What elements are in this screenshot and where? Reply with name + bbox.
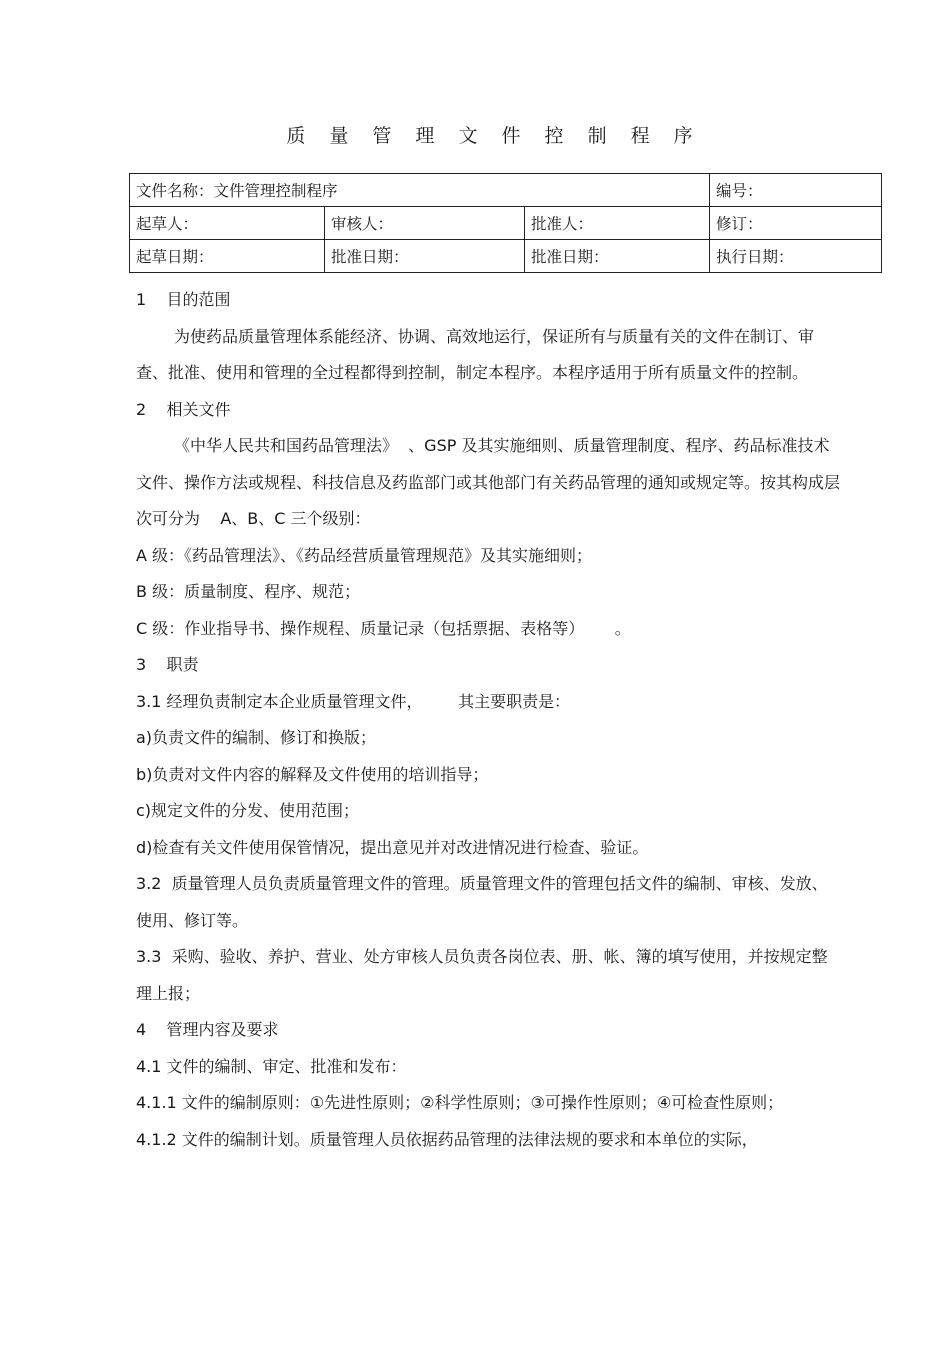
list-item: a)负责文件的编制、修订和换版； — [136, 728, 377, 747]
approver-cell: 批准人： — [525, 207, 710, 240]
table-row — [130, 174, 882, 207]
approval-date-cell-2: 批准日期： — [525, 240, 710, 273]
reviewer-cell: 审核人： — [325, 207, 525, 240]
section-heading: 2 相关文件 — [136, 399, 231, 419]
draft-date-cell: 起草日期： — [130, 240, 325, 273]
effective-date-cell: 执行日期： — [710, 240, 882, 273]
paragraph: 《中华人民共和国药品管理法》 、GSP 及其实施细则、质量管理制度、程序、药品标准技术文件、操作方法或规程、科技信息及药监部门或其他部门有关药品管理的通知或规定等。按其构成层次可分为 A、B、C 三个级别： — [136, 436, 841, 528]
number-cell: 编号： — [710, 174, 882, 207]
paragraph: 为使药品质量管理体系能经济、协调、高效地运行，保证所有与质量有关的文件在制订、审查、批准、使用和管理的全过程都得到控制，制定本程序。本程序适用于所有质量文件的控制。 — [136, 326, 815, 382]
paragraph: 4.1.2 文件的编制计划。质量管理人员依据药品管理的法律法规的要求和本单位的实际， — [136, 1129, 758, 1149]
paragraph: 3.1 经理负责制定本企业质量管理文件， 其主要职责是： — [136, 691, 571, 711]
file-name-cell: 文件名称：文件管理控制程序 — [130, 174, 710, 207]
approval-date-cell: 批准日期： — [325, 240, 525, 273]
paragraph: 4.1.1 文件的编制原则：①先进性原则；②科学性原则；③可操作性原则；④可检查性原则； — [136, 1093, 784, 1112]
table-row — [130, 207, 882, 240]
section-heading: 3 职责 — [136, 655, 199, 674]
paragraph: 3.3 采购、验收、养护、营业、处方审核人员负责各岗位表、册、帐、簿的填写使用，并按规定整理上报； — [136, 947, 828, 1003]
paragraph: C 级：作业指导书、操作规程、质量记录（包括票据、表格等） 。 — [136, 618, 631, 638]
paragraph: A 级：《药品管理法》、《药品经营质量管理规范》及其实施细则； — [136, 545, 593, 565]
list-item: d)检查有关文件使用保管情况，提出意见并对改进情况进行检查、验证。 — [136, 837, 649, 857]
document-body — [136, 282, 841, 1158]
paragraph: 3.2 质量管理人员负责质量管理文件的管理。质量管理文件的管理包括文件的编制、审核、发放、使用、修订等。 — [136, 874, 828, 930]
paragraph: B 级：质量制度、程序、规范； — [136, 582, 361, 601]
document-info-table — [129, 173, 882, 273]
section-heading: 4 管理内容及要求 — [136, 1020, 279, 1039]
section-heading: 1 目的范围 — [136, 290, 231, 309]
list-item: c)规定文件的分发、使用范围； — [136, 801, 360, 820]
table-row — [130, 240, 882, 273]
paragraph: 4.1 文件的编制、审定、批准和发布： — [136, 1056, 407, 1076]
drafter-cell: 起草人： — [130, 207, 325, 240]
revision-cell: 修订： — [710, 207, 882, 240]
list-item: b)负责对文件内容的解释及文件使用的培训指导； — [136, 764, 489, 784]
page-title: 质 量 管 理 文 件 控 制 程 序 — [286, 125, 702, 147]
